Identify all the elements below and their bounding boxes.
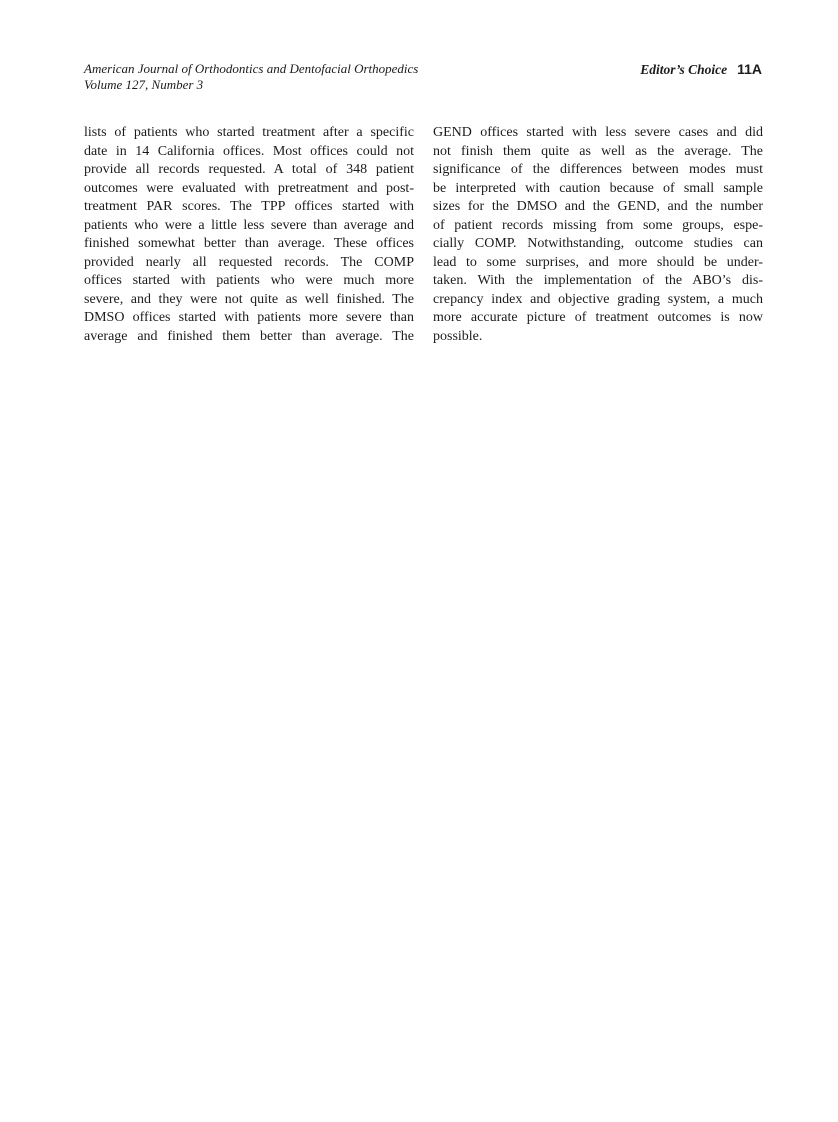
text-line: lead to some surprises, and more should be under- bbox=[433, 254, 763, 270]
text-line: possible. bbox=[433, 328, 483, 344]
text-line: date in 14 California offices. Most offices could not bbox=[84, 143, 414, 159]
text-line: severe, and they were not quite as well finished. The bbox=[84, 291, 414, 307]
text-line: cially COMP. Notwithstanding, outcome studies can bbox=[433, 236, 763, 251]
volume-info: Volume 127, Number 3 bbox=[84, 77, 204, 92]
text-line: GEND offices started with less severe cases and did bbox=[433, 125, 763, 140]
text-line: provided nearly all requested records. The COMP bbox=[84, 254, 414, 270]
text-line: significance of the differences between modes must bbox=[433, 162, 763, 177]
text-line: more accurate picture of treatment outcomes is now bbox=[433, 310, 763, 325]
journal-title: American Journal of Orthodontics and Dentofacial Orthopedics bbox=[84, 61, 419, 76]
article-body bbox=[84, 124, 763, 346]
right-column bbox=[433, 124, 763, 346]
text-line: not finish them quite as well as the average. The bbox=[433, 143, 763, 159]
left-column bbox=[84, 124, 414, 346]
section-label: Editor’s Choice bbox=[640, 62, 728, 77]
text-line: be interpreted with caution because of small sample bbox=[433, 180, 763, 196]
text-line: patients who were a little less severe than average and bbox=[84, 217, 414, 233]
text-line: lists of patients who started treatment after a specific bbox=[84, 125, 414, 140]
text-line: offices started with patients who were much more bbox=[84, 273, 414, 288]
text-line: outcomes were evaluated with pretreatment and post- bbox=[84, 180, 414, 196]
journal-info bbox=[84, 61, 418, 93]
text-line: DMSO offices started with patients more severe than bbox=[84, 310, 414, 325]
text-line: taken. With the implementation of the ABO’s dis- bbox=[433, 273, 763, 288]
text-line: treatment PAR scores. The TPP offices started with bbox=[84, 199, 414, 214]
text-line: finished somewhat better than average. These offices bbox=[84, 236, 414, 251]
text-line: crepancy index and objective grading system, a much bbox=[433, 291, 763, 307]
running-head bbox=[640, 61, 762, 78]
page-header bbox=[84, 61, 762, 93]
page-number: 11A bbox=[737, 61, 762, 77]
text-line: sizes for the DMSO and the GEND, and the number bbox=[433, 199, 763, 214]
text-line: of patient records missing from some groups, espe- bbox=[433, 217, 763, 233]
text-line: average and finished them better than average. The bbox=[84, 328, 414, 344]
text-line: provide all records requested. A total of 348 patient bbox=[84, 162, 414, 177]
